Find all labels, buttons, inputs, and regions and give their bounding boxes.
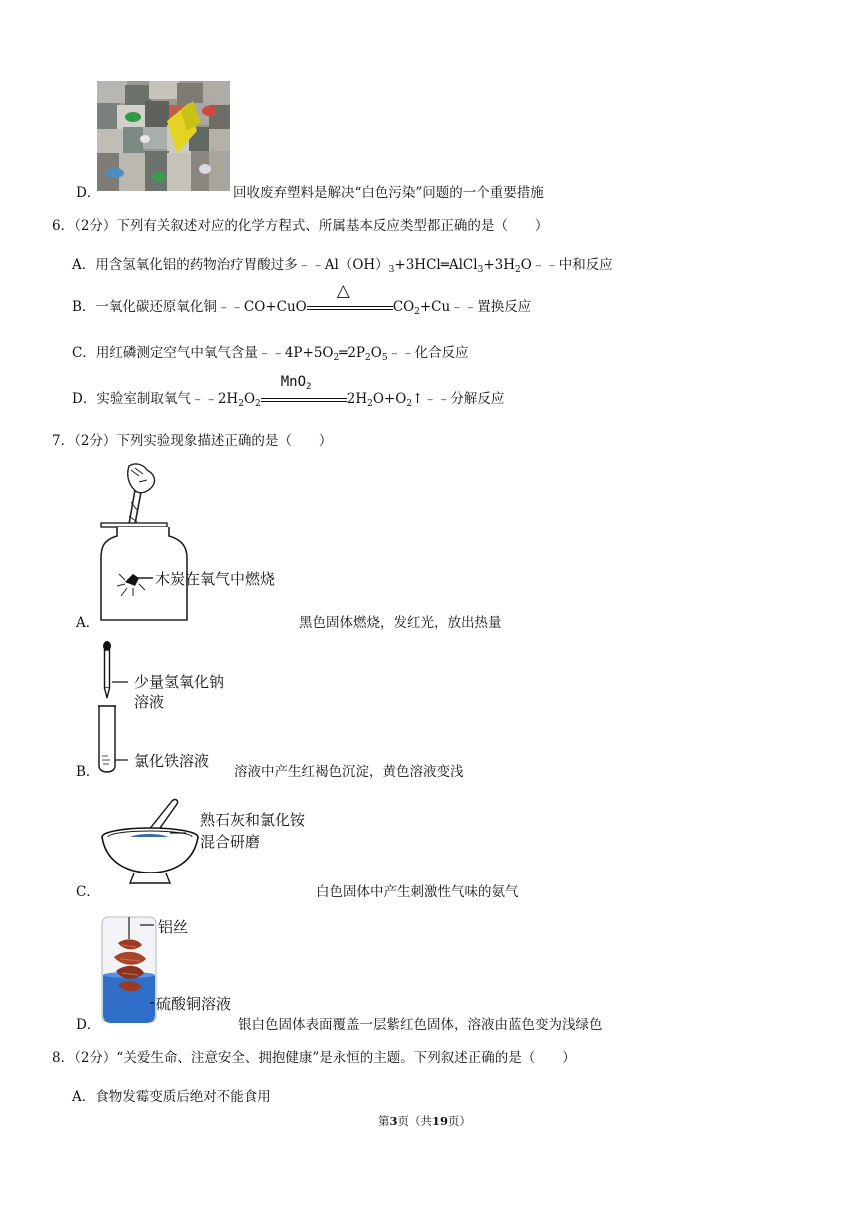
reaction-condition-catalyst: MnO$_2$: [261, 393, 347, 407]
q7-option-c-letter: C．: [76, 884, 100, 900]
q6-option-c: C．用红磷测定空气中氧气含量$﹣﹣4P+5O_2═2P_2O_5﹣﹣$化合反应: [72, 345, 469, 363]
q7-option-c-text: 白色固体中产生刺激性气味的氨气: [316, 884, 519, 900]
page-number: 第3页（共19页）: [378, 1114, 472, 1128]
naoh-label: 少量氢氧化钠: [134, 673, 225, 691]
q7-stem: 7．（2分）下列实验现象描述正确的是（ ）: [52, 433, 333, 449]
q7-option-a-letter: A．: [76, 615, 100, 631]
q8-option-a: A．食物发霉变质后绝对不能食用: [72, 1089, 271, 1105]
q7-option-d-text: 银白色固体表面覆盖一层紫红色固体，溶液由蓝色变为浅绿色: [238, 1017, 603, 1033]
mortar-label-2: 混合研磨: [200, 833, 261, 851]
plastic-waste-photo: [97, 81, 230, 191]
q6-option-a: A．用含氢氧化铝的药物治疗胃酸过多$﹣﹣Al(OH)_3+3HCl═AlCl_3+3H_2O﹣﹣$中和反应: [72, 257, 613, 275]
naoh-label-solution: 溶液: [134, 693, 165, 711]
al-wire-label: 铝丝: [158, 918, 189, 936]
fecl3-label: 氯化铁溶液: [134, 752, 210, 770]
mortar-grinding-diagram: [98, 797, 328, 892]
q6-option-b: B．一氧化碳还原氧化铜﹣﹣CO+CuO △ $CO_2+Cu﹣﹣$置换反应: [72, 280, 532, 317]
q7-option-a-text: 黑色固体燃烧，发红光，放出热量: [299, 615, 502, 631]
q5-option-d: [76, 181, 100, 201]
q6-stem: 6．（2分）下列有关叙述对应的化学方程式、所属基本反应类型都正确的是（ ）: [52, 218, 549, 234]
charcoal-combustion-diagram: [95, 462, 310, 627]
cuso4-label: 硫酸铜溶液: [156, 995, 232, 1013]
q7-option-d-letter: D．: [76, 1017, 101, 1033]
ferric-chloride-test-diagram: [98, 640, 238, 780]
q5-option-d-letter: D．: [76, 185, 101, 201]
reaction-condition-heat: △: [307, 301, 393, 315]
q6-option-d: D．实验室制取氧气$﹣﹣2H_2O_2$ MnO$_2$ $2H_2O+O_2↑﹣﹣$分解反应: [72, 373, 505, 409]
q8-stem: 8．（2分）“关爱生命、注意安全、拥抱健康”是永恒的主题。下列叙述正确的是（ ）: [52, 1050, 576, 1066]
q7-option-b-text: 溶液中产生红褐色沉淀，黄色溶液变浅: [234, 764, 464, 780]
mortar-label-1: 熟石灰和氯化铵: [200, 811, 306, 829]
charcoal-label: 木炭在氧气中燃烧: [155, 570, 276, 588]
q5-option-d-text: 回收废弃塑料是解决“白色污染”问题的一个重要措施: [233, 185, 544, 201]
aluminium-copper-sulfate-diagram: [100, 913, 250, 1028]
q7-option-b-letter: B．: [76, 764, 100, 780]
